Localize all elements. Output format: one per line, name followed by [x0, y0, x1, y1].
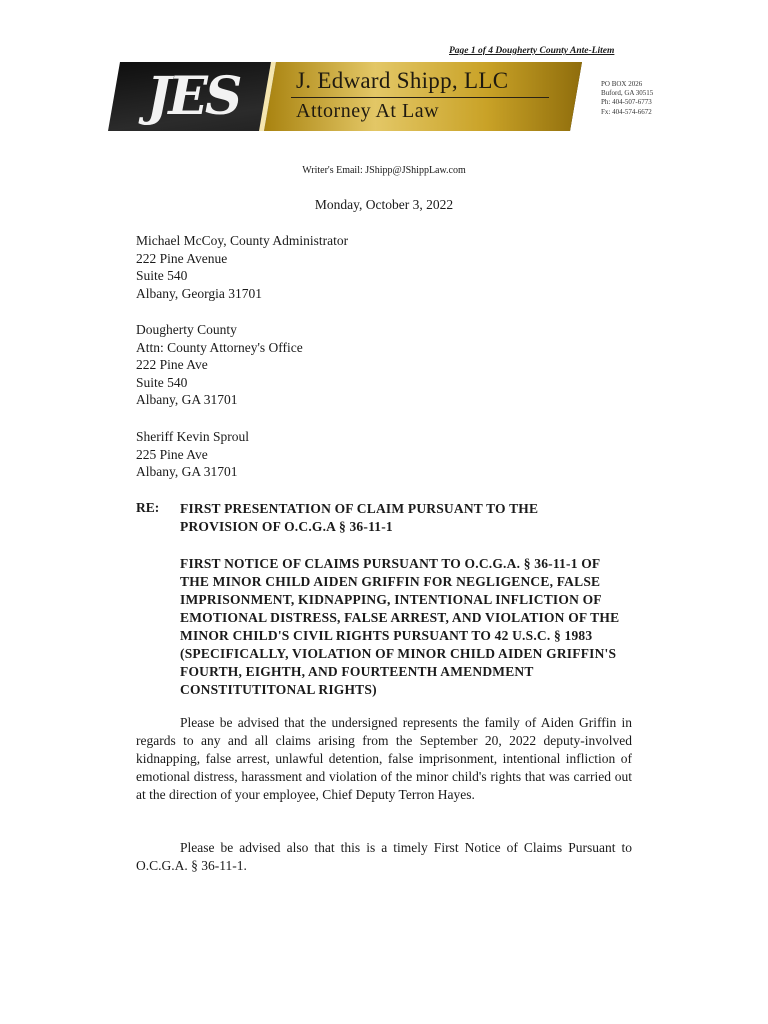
recipient-county-administrator	[136, 232, 348, 302]
recipient-sheriff	[136, 428, 249, 481]
re-subject-1: FIRST PRESENTATION OF CLAIM PURSUANT TO THE PROVISION OF O.C.G.A § 36-11-1	[180, 501, 539, 534]
address-line: Albany, GA 31701	[136, 392, 238, 408]
recipient-county-attorney	[136, 321, 303, 409]
body-paragraph-1: Please be advised that the undersigned represents the family of Aiden Griffin in regards to any and all claims arising from the September 20, 2022 deputy-involved kidnapping, false arrest, unlawful detention, false imprisonment, intentional infliction of emotional distress, harassment and violation of the minor child's rights that was carried out at the direction of your employee, Chief Deputy Terron Hayes.	[136, 715, 632, 802]
address-line: 225 Pine Ave	[136, 446, 208, 462]
address-line: Michael McCoy, County Administrator	[136, 233, 349, 248]
address-line: 222 Pine Avenue	[136, 250, 228, 266]
re-label: RE:	[136, 500, 160, 515]
writer-email: Writer's Email: JShipp@JShippLaw.com	[302, 165, 466, 176]
address-line: Dougherty County	[136, 322, 237, 337]
firm-contact	[601, 80, 653, 117]
contact-fax: Fx: 404-574-6672	[601, 107, 652, 116]
address-line: Albany, GA 31701	[136, 464, 238, 480]
address-line: 222 Pine Ave	[136, 357, 208, 373]
body-paragraph-2: Please be advised also that this is a timely First Notice of Claims Pursuant to O.C.G.A. § 36-11-1.	[136, 840, 632, 873]
contact-po-box: PO BOX 2026	[601, 80, 643, 88]
firm-name: J. Edward Shipp, LLC	[296, 68, 509, 93]
firm-title: Attorney At Law	[296, 100, 440, 122]
address-line: Albany, Georgia 31701	[136, 285, 262, 301]
firm-logo: JES	[146, 66, 240, 127]
letterhead-banner	[108, 62, 582, 131]
address-line: Attn: County Attorney's Office	[136, 339, 303, 355]
address-line: Sheriff Kevin Sproul	[136, 429, 249, 444]
re-subject-2: FIRST NOTICE OF CLAIMS PURSUANT TO O.C.G.A. § 36-11-1 OF THE MINOR CHILD AIDEN GRIFFIN FOR NEGLIGENCE, FALSE IMPRISONMENT, KIDNAPPING, INTENTIONAL INFLICTION OF EMOTIONAL DISTRESS, FALSE ARREST, AND VIOLATION OF THE MINOR CHILD'S CIVIL RIGHTS PURSUANT TO 42 U.S.C. § 1983 (SPECIFICALLY, VIOLATION OF MINOR CHILD AIDEN GRIFFIN'S FOURTH, EIGHTH, AND FOURTEENTH AMENDMENT CONSTITUTITONAL RIGHTS)	[180, 556, 620, 697]
address-line: Suite 540	[136, 374, 188, 390]
letter-date: Monday, October 3, 2022	[314, 197, 454, 212]
address-line: Suite 540	[136, 268, 188, 284]
banner-divider	[291, 97, 549, 98]
contact-city: Buford, GA 30515	[601, 89, 654, 98]
page-header: Page 1 of 4 Dougherty County Ante-Litem	[449, 46, 615, 56]
contact-phone: Ph: 404-507-6773	[601, 98, 652, 107]
